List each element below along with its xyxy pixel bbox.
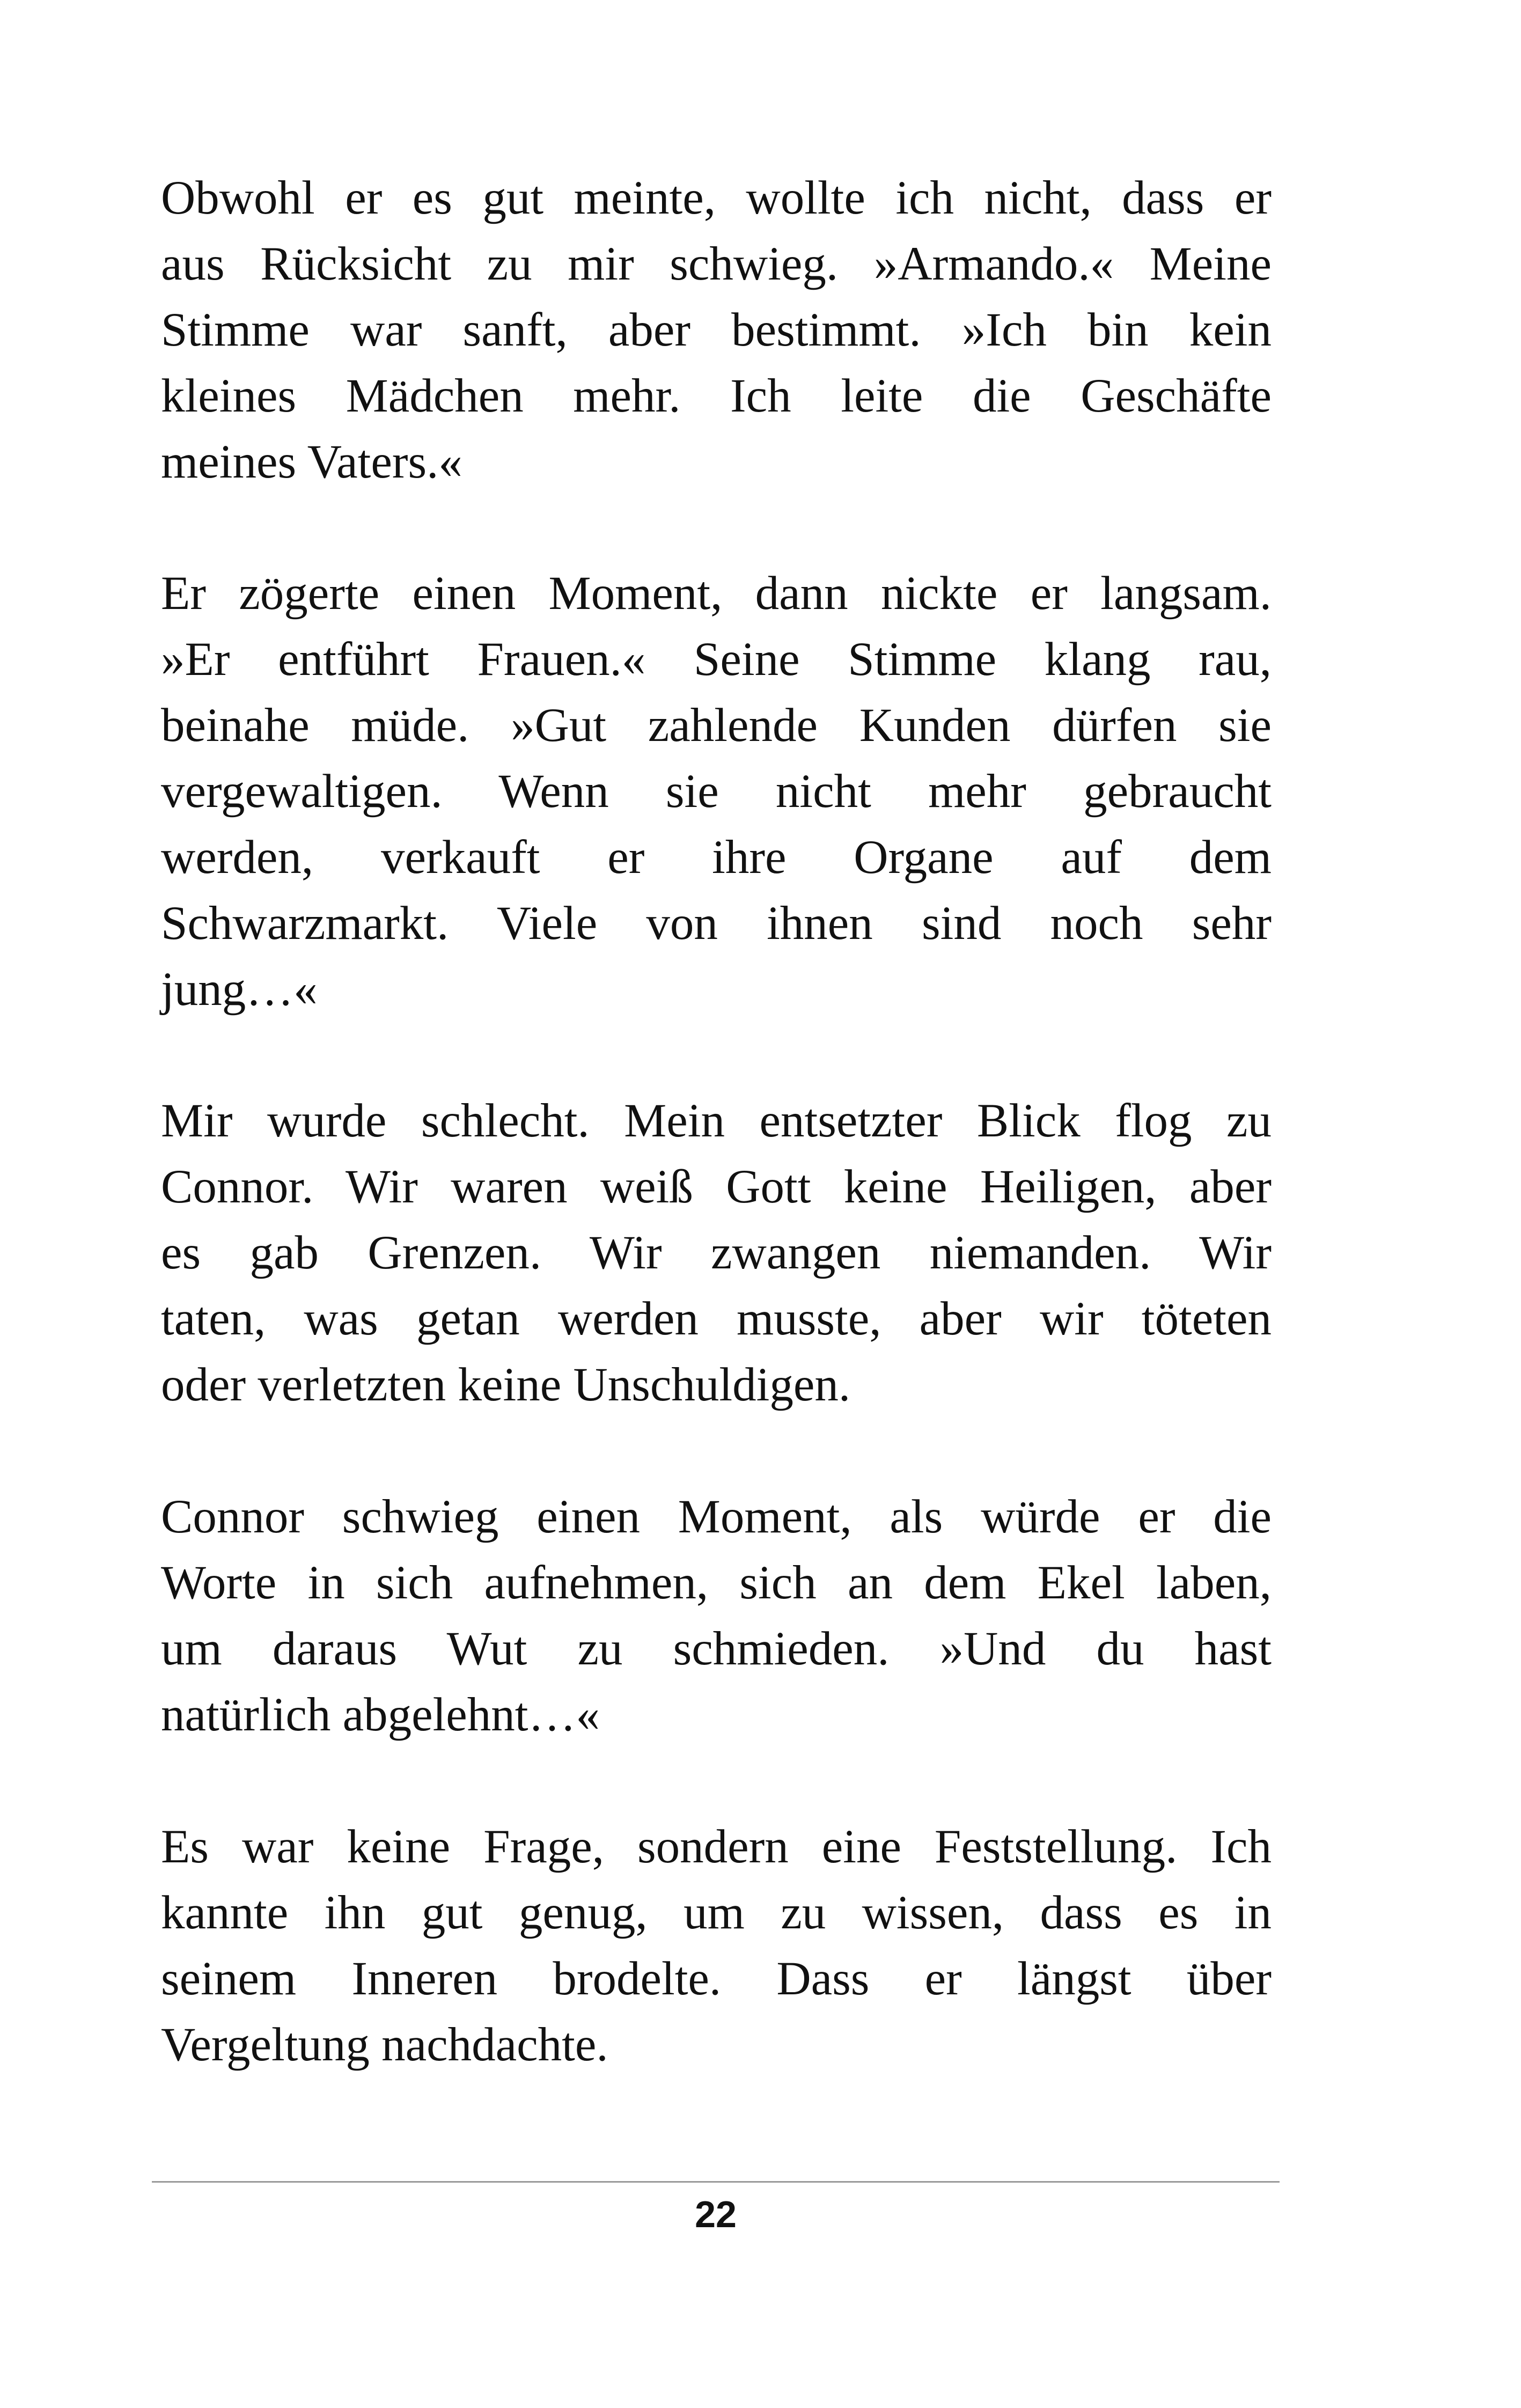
text-line: oder verletzten keine Unschuldigen.	[161, 1359, 851, 1411]
text-line: natürlich abgelehnt…«	[161, 1688, 600, 1741]
text-line: Worte in sich aufnehmen, sich an dem Ekel laben,	[161, 1557, 1272, 1609]
text-line: kannte ihn gut genug, um zu wissen, dass es in	[161, 1886, 1272, 1939]
text-line: vergewaltigen. Wenn sie nicht mehr gebraucht	[161, 765, 1272, 818]
text-line: Es war keine Frage, sondern eine Feststellung. Ich	[161, 1820, 1272, 1873]
paragraph-4	[161, 1484, 1272, 1748]
text-line: Connor. Wir waren weiß Gott keine Heiligen, aber	[161, 1161, 1272, 1213]
paragraph-2	[161, 561, 1272, 1023]
paragraph-3	[161, 1088, 1272, 1418]
page-number: 22	[695, 2193, 737, 2235]
text-line: Obwohl er es gut meinte, wollte ich nicht, dass er	[161, 172, 1272, 224]
text-line: Connor schwieg einen Moment, als würde er die	[161, 1491, 1272, 1543]
text-line: kleines Mädchen mehr. Ich leite die Geschäfte	[161, 370, 1272, 422]
text-line: um daraus Wut zu schmieden. »Und du hast	[161, 1623, 1272, 1675]
text-line: Stimme war sanft, aber bestimmt. »Ich bin kein	[161, 304, 1272, 356]
text-line: »Er entführt Frauen.« Seine Stimme klang rau,	[161, 633, 1272, 686]
text-line: aus Rücksicht zu mir schwieg. »Armando.« Meine	[161, 238, 1272, 290]
text-line: taten, was getan werden musste, aber wir töteten	[161, 1293, 1272, 1345]
text-line: Mir wurde schlecht. Mein entsetzter Blick flog zu	[161, 1095, 1272, 1147]
text-line: seinem Inneren brodelte. Dass er längst über	[161, 1952, 1272, 2005]
text-line: werden, verkauft er ihre Organe auf dem	[161, 831, 1272, 884]
text-line: Vergeltung nachdachte.	[161, 2018, 608, 2071]
paragraph-5	[161, 1814, 1272, 2078]
paragraph-1	[161, 165, 1272, 495]
footer-divider	[152, 2181, 1280, 2183]
text-line: meines Vaters.«	[161, 436, 462, 488]
text-line: jung…«	[161, 963, 318, 1016]
text-line: es gab Grenzen. Wir zwangen niemanden. Wir	[161, 1227, 1272, 1279]
text-line: Er zögerte einen Moment, dann nickte er langsam.	[161, 567, 1272, 620]
text-line: beinahe müde. »Gut zahlende Kunden dürfen sie	[161, 699, 1272, 752]
text-line: Schwarzmarkt. Viele von ihnen sind noch sehr	[161, 897, 1272, 950]
